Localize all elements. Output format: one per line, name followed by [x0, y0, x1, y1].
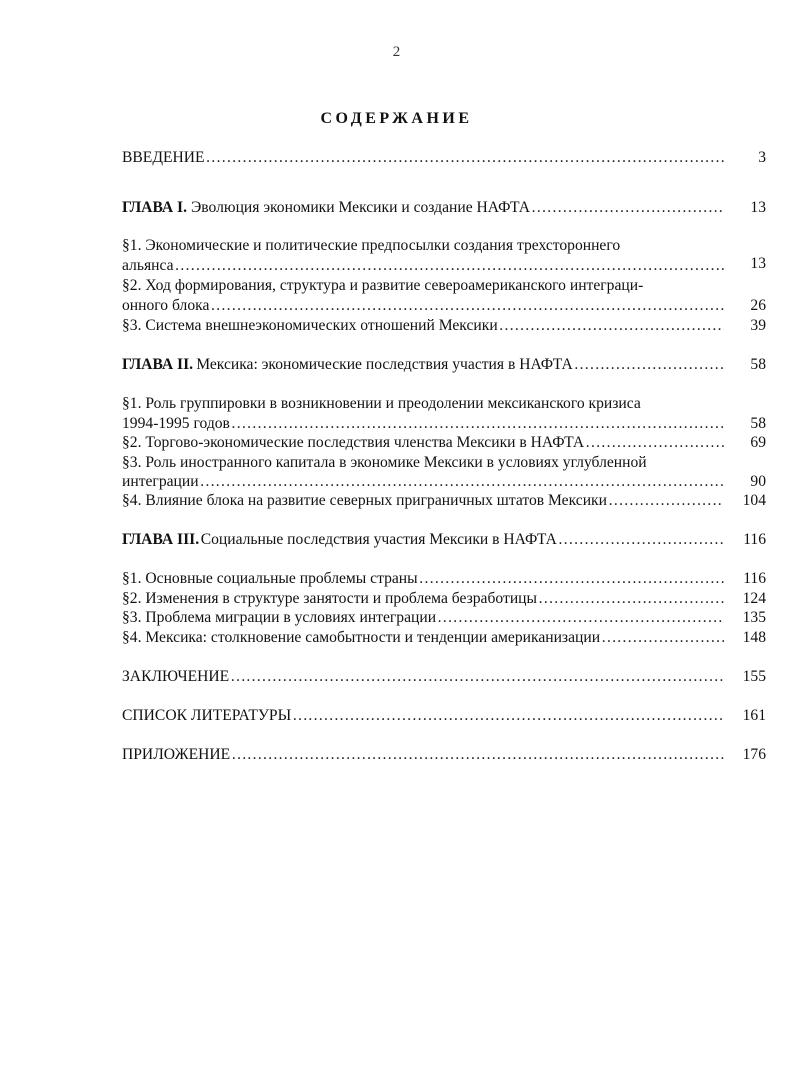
toc-entry-references [122, 706, 724, 726]
dot-leader [206, 148, 724, 168]
toc-page-number: 26 [750, 297, 766, 314]
toc-entry-text: §2. Ход формирования, структура и развитие североамериканского интеграци- [122, 277, 644, 294]
toc-chapter-3 [122, 530, 724, 550]
toc-entry-text: §4. Мексика: столкновение самобытности и тенденции американизации [122, 629, 601, 646]
dot-leader [601, 628, 724, 648]
toc-entry-ch1-s3 [122, 316, 724, 336]
toc-page-number: 13 [750, 255, 766, 272]
toc-entry-ch3-s3 [122, 608, 724, 628]
toc-page-number: 116 [743, 570, 766, 587]
toc-entry-ch1-s2-line2 [122, 296, 724, 316]
toc-entry-text: СПИСОК ЛИТЕРАТУРЫ [122, 707, 292, 724]
toc-entry-text: §1. Основные социальные проблемы страны [122, 570, 418, 587]
dot-leader [585, 433, 724, 453]
toc-entry-text: ПРИЛОЖЕНИЕ [122, 746, 231, 763]
toc-entry-text: §4. Влияние блока на развитие северных приграничных штатов Мексики [122, 492, 607, 509]
dot-leader [175, 256, 724, 276]
chapter-title: Эволюция экономики Мексики и создание НАФТА [191, 199, 531, 216]
chapter-label: ГЛАВА II. [122, 356, 194, 373]
toc-entry-text: ЗАКЛЮЧЕНИЕ [122, 668, 230, 685]
toc-page-number: 135 [742, 609, 766, 626]
toc-entry-text: ВВЕДЕНИЕ [122, 149, 205, 166]
toc-entry-ch1-s1-line2 [122, 256, 724, 276]
toc-page-number: 155 [742, 668, 766, 685]
page-number: 2 [392, 44, 401, 60]
toc-entry-text: интеграции [122, 473, 199, 490]
toc-entry-text: альянса [122, 257, 174, 274]
dot-leader [210, 296, 724, 316]
dot-leader [531, 198, 724, 218]
dot-leader [499, 316, 724, 336]
toc-entry-text: онного блока [122, 297, 210, 314]
chapter-title: Социальные последствия участия Мексики в НАФТА [200, 531, 557, 548]
toc-chapter-1 [122, 198, 724, 218]
toc-page-number: 58 [750, 415, 766, 432]
toc-page-number: 39 [750, 317, 766, 334]
toc-entry-text: 1994-1995 годов [122, 415, 230, 432]
toc-entry-ch2-s3-line1 [122, 453, 724, 473]
dot-leader [231, 414, 724, 434]
toc-entry-ch3-s2 [122, 589, 724, 609]
toc-entry-text: §1. Роль группировки в возникновении и преодолении мексиканского кризиса [122, 395, 641, 412]
toc-entry-appendix [122, 745, 724, 765]
toc-entry-ch1-s2-line1 [122, 276, 724, 296]
toc-entry-text: §1. Экономические и политические предпосылки создания трехстороннего [122, 237, 621, 254]
toc-entry-ch2-s2 [122, 433, 724, 453]
chapter-title: Мексика: экономические последствия участия в НАФТА [196, 356, 573, 373]
toc-page-number: 3 [758, 149, 766, 166]
toc-page-number: 124 [742, 590, 766, 607]
dot-leader [574, 355, 724, 375]
toc-chapter-2 [122, 355, 724, 375]
toc-entry-ch2-s4 [122, 491, 724, 511]
toc-entry-ch2-s1-line2 [122, 414, 724, 434]
toc-page-number: 104 [742, 492, 766, 509]
dot-leader [200, 472, 724, 492]
toc-entry-text: §2. Изменения в структуре занятости и проблема безработицы [122, 590, 537, 607]
dot-leader [231, 745, 724, 765]
toc-page-number: 176 [742, 746, 766, 763]
dot-leader [558, 530, 724, 550]
toc-entry-ch3-s1 [122, 569, 724, 589]
toc-entry-text: §3. Роль иностранного капитала в экономике Мексики в условиях углубленной [122, 454, 647, 471]
toc-entry-ch3-s4 [122, 628, 724, 648]
toc-page-number: 58 [750, 356, 766, 373]
chapter-label: ГЛАВА I. [122, 199, 187, 216]
toc-page-number: 148 [742, 629, 766, 646]
toc-entry-text: §2. Торгово-экономические последствия членства Мексики в НАФТА [122, 434, 585, 451]
toc-entry-text: §3. Система внешнеэкономических отношений Мексики [122, 317, 498, 334]
toc-page-number: 90 [750, 473, 766, 490]
toc-entry-conclusion [122, 667, 724, 687]
toc-entry-text: §3. Проблема миграции в условиях интеграции [122, 609, 437, 626]
page-title: СОДЕРЖАНИЕ [320, 110, 473, 127]
dot-leader [538, 589, 724, 609]
dot-leader [230, 667, 724, 687]
toc-page-number: 116 [743, 531, 766, 548]
toc-page-number: 69 [750, 434, 766, 451]
dot-leader [608, 491, 724, 511]
dot-leader [437, 608, 724, 628]
dot-leader [292, 706, 724, 726]
chapter-label: ГЛАВА III. [122, 531, 200, 548]
toc-entry-ch2-s1-line1 [122, 394, 724, 414]
toc-page-number: 13 [750, 199, 766, 216]
toc-entry-ch2-s3-line2 [122, 472, 724, 492]
toc-entry-ch1-s1-line1 [122, 236, 724, 256]
toc-page-number: 161 [742, 707, 766, 724]
dot-leader [419, 569, 724, 589]
toc-entry-introduction [122, 148, 724, 168]
